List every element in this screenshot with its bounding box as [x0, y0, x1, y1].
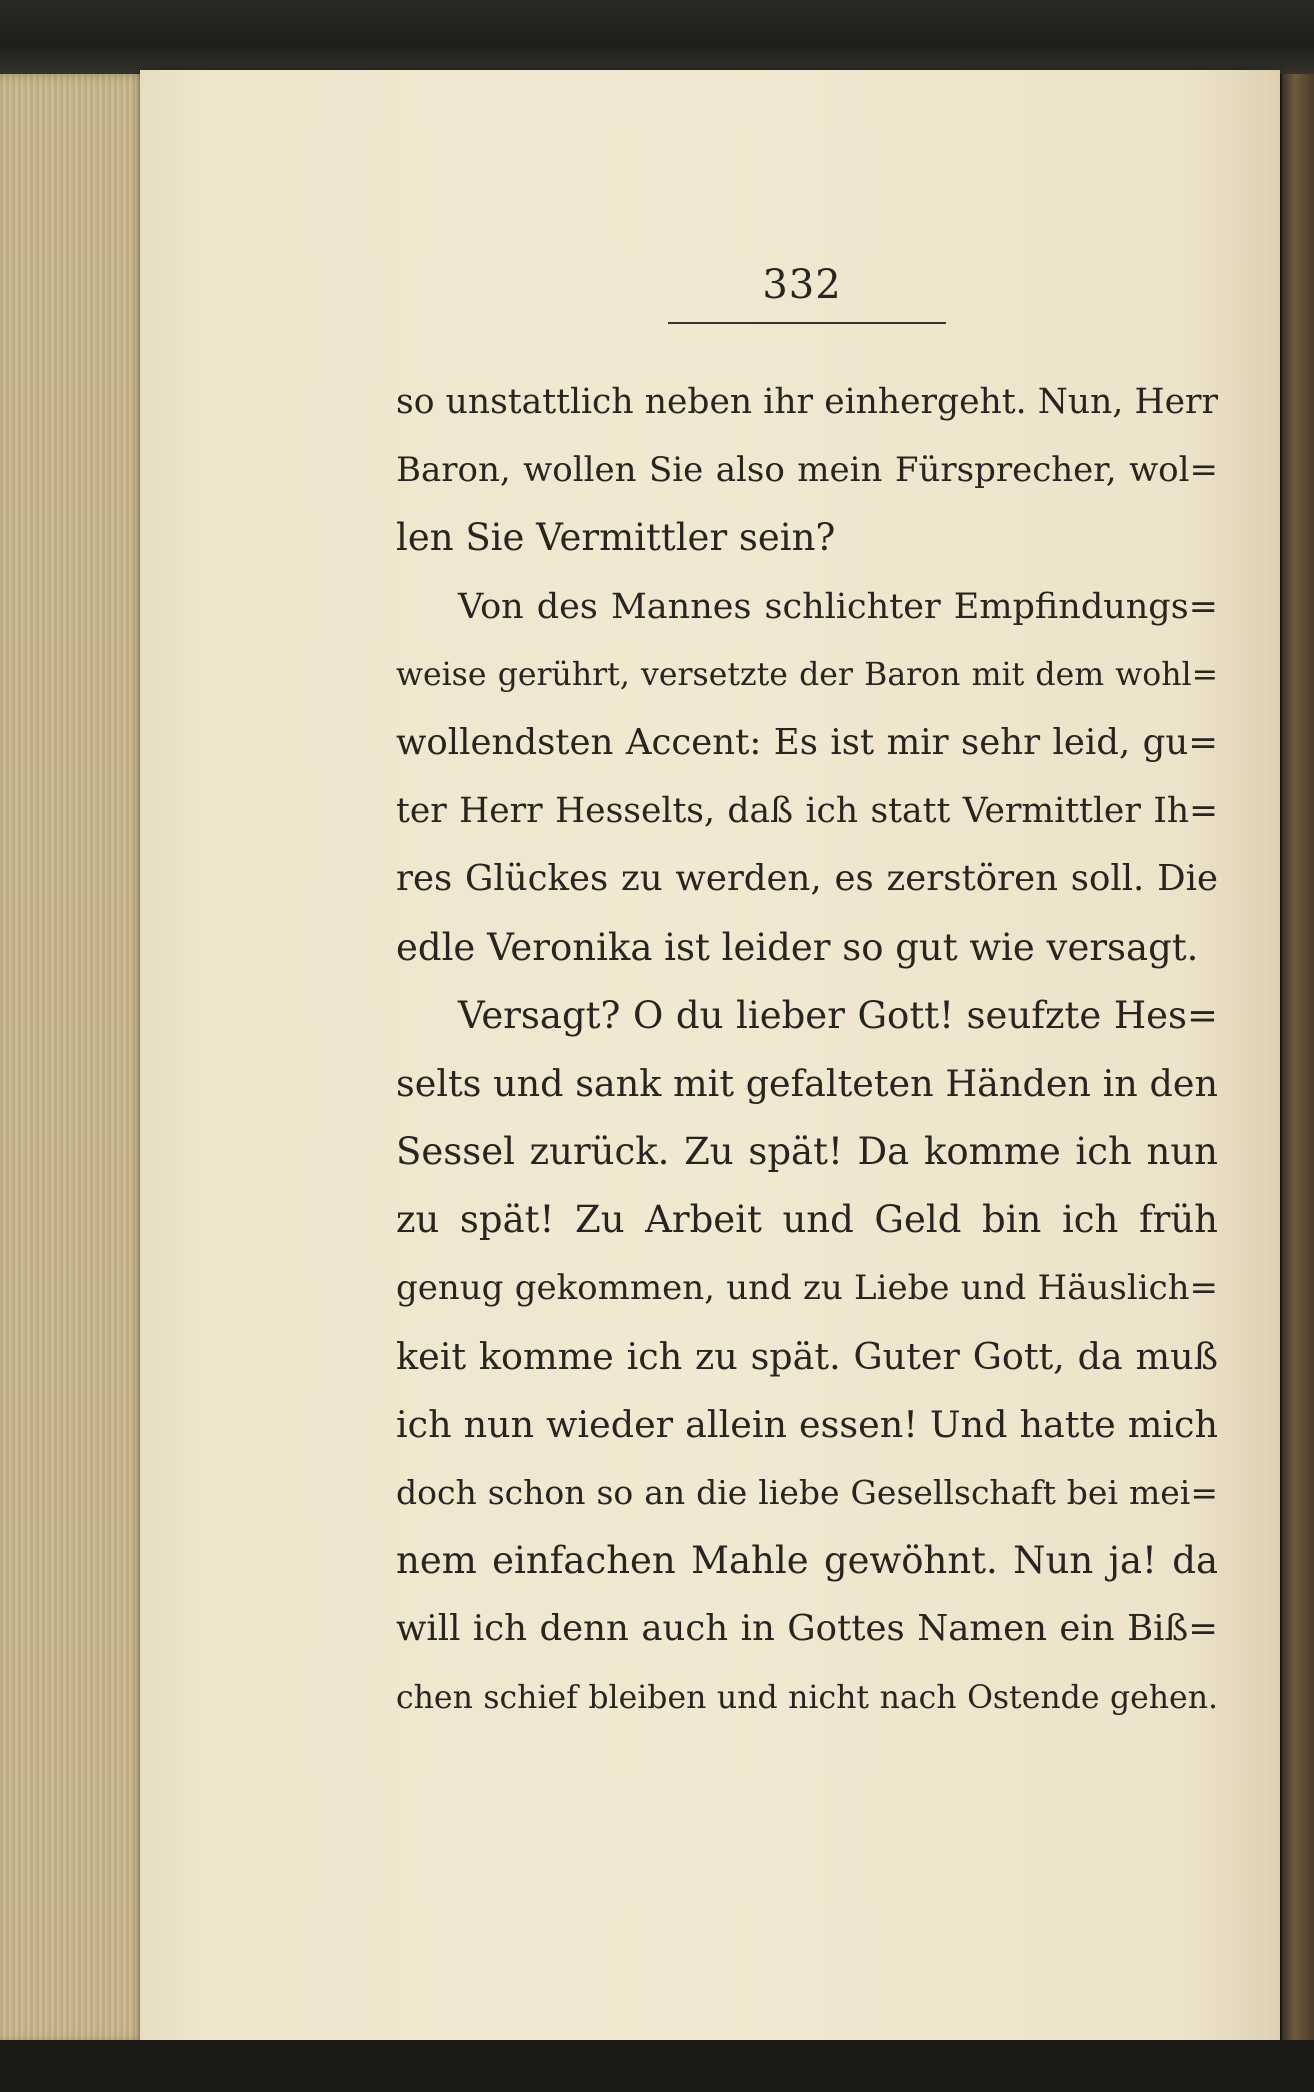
- text-line: doch schon so an die liebe Gesellschaft bei mei=: [396, 1473, 1218, 1512]
- book-cover-bottom: [0, 2040, 1314, 2092]
- page-number: 332: [762, 262, 842, 308]
- text-line: genug gekommen, und zu Liebe und Häuslich=: [396, 1268, 1218, 1309]
- text-line: ich nun wieder allein essen! Und hatte mich: [396, 1402, 1218, 1446]
- text-line: keit komme ich zu spät. Guter Gott, da muß: [396, 1334, 1218, 1378]
- text-line: ter Herr Hesselts, daß ich statt Vermittler Ih=: [396, 791, 1218, 832]
- text-line: Versagt? O du lieber Gott! seufzte Hes=: [458, 993, 1218, 1037]
- body-text: [396, 368, 1218, 1732]
- page-number-rule: [668, 322, 946, 324]
- page-edges-right: [1282, 74, 1314, 2042]
- text-line: nem einfachen Mahle gewöhnt. Nun ja! da: [396, 1539, 1218, 1583]
- text-line: zu spät! Zu Arbeit und Geld bin ich früh: [396, 1198, 1218, 1242]
- text-line: chen schief bleiben und nicht nach Ostende gehen.: [396, 1679, 1218, 1716]
- text-line: Baron, wollen Sie also mein Fürsprecher, wol=: [396, 450, 1218, 491]
- text-line: Von des Mannes schlichter Empfindungs=: [458, 586, 1218, 627]
- text-line: selts und sank mit gefalteten Händen in den: [396, 1061, 1218, 1105]
- text-line: res Glückes zu werden, es zerstören soll. Die: [396, 858, 1218, 900]
- book-cover-top: [0, 0, 1314, 74]
- text-line: wollendsten Accent: Es ist mir sehr leid, gu=: [396, 721, 1218, 763]
- text-line: len Sie Vermittler sein?: [396, 516, 836, 560]
- text-line: weise gerührt, versetzte der Baron mit dem wohl=: [396, 656, 1218, 693]
- page-edges-left: [0, 74, 150, 2042]
- text-line: will ich denn auch in Gottes Namen ein Biß=: [396, 1608, 1218, 1650]
- text-line: so unstattlich neben ihr einhergeht. Nun, Herr: [396, 382, 1218, 422]
- text-line: Sessel zurück. Zu spät! Da komme ich nun: [396, 1130, 1218, 1174]
- text-line: edle Veronika ist leider so gut wie versagt.: [396, 925, 1199, 969]
